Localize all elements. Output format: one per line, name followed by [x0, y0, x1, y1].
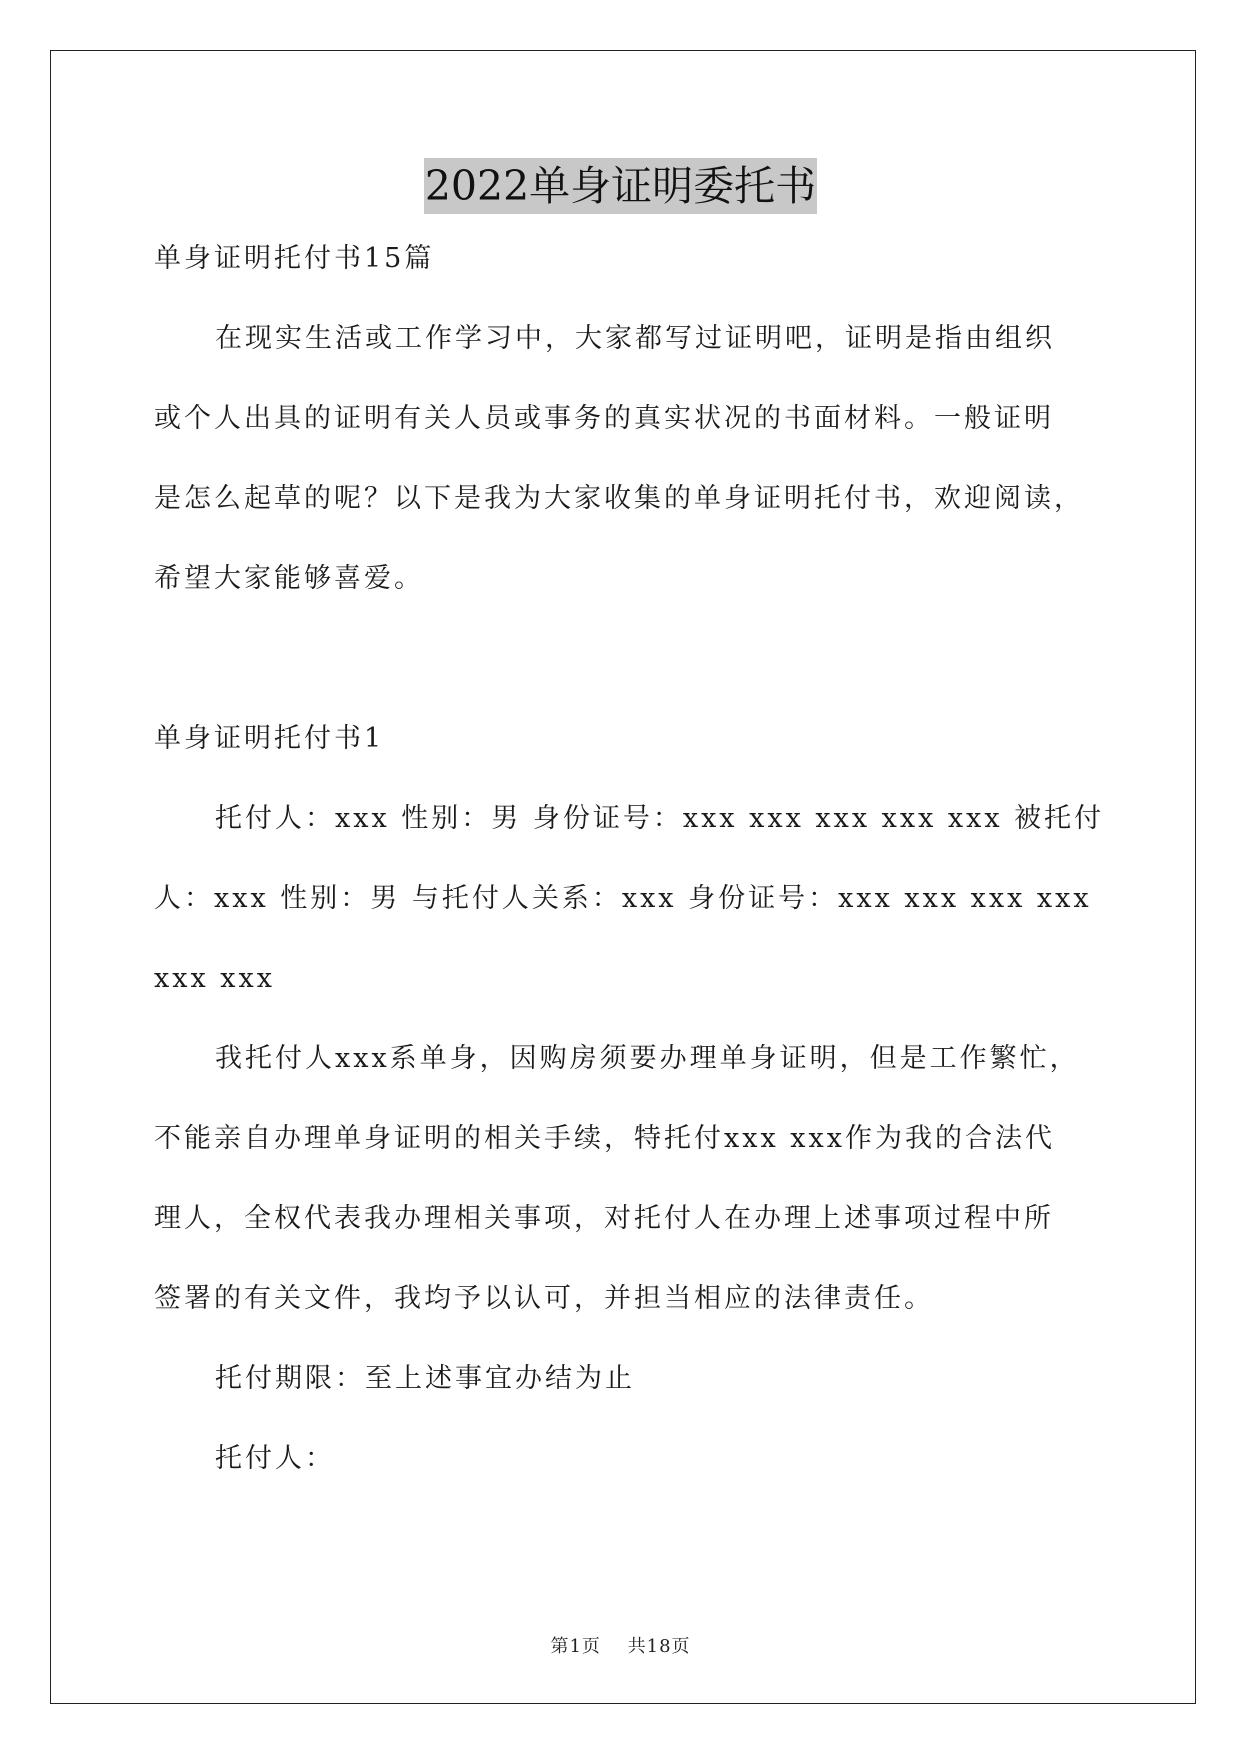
- intro-line: 是怎么起草的呢？以下是我为大家收集的单身证明托付书，欢迎阅读，: [154, 483, 1084, 514]
- spacer: [154, 632, 1098, 712]
- body-line: xxx xxx: [154, 963, 275, 994]
- intro-line: 或个人出具的证明有关人员或事务的真实状况的书面材料。一般证明: [154, 403, 1054, 434]
- intro-line: 在现实生活或工作学习中，大家都写过证明吧，证明是指由组织: [215, 323, 1055, 354]
- body-line: 签署的有关文件，我均予以认可，并担当相应的法律责任。: [154, 1283, 934, 1314]
- body-line: 托付人：xxx 性别：男 身份证号：xxx xxx xxx xxx xxx 被托付: [215, 803, 1105, 834]
- document-body: [154, 232, 1105, 1512]
- body-line: 不能亲自办理单身证明的相关手续，特托付xxx xxx作为我的合法代: [154, 1123, 1055, 1154]
- document-title: 2022单身证明委托书: [424, 158, 817, 214]
- body-line: 人：xxx 性别：男 与托付人关系：xxx 身份证号：xxx xxx xxx xxx: [154, 883, 1092, 914]
- page-number: 第1页: [550, 1636, 601, 1657]
- body-line: 理人，全权代表我办理相关事项，对托付人在办理上述事项过程中所: [154, 1203, 1054, 1234]
- body-line: 我托付人xxx系单身，因购房须要办理单身证明，但是工作繁忙，: [215, 1043, 1080, 1074]
- section-heading: 单身证明托付书1: [154, 723, 385, 754]
- page-total: 共18页: [627, 1636, 691, 1657]
- page-footer: [0, 1632, 1241, 1658]
- term-line: 托付期限：至上述事宜办结为止: [215, 1363, 635, 1394]
- signature-line: 托付人：: [215, 1443, 335, 1474]
- intro-line: 希望大家能够喜爱。: [154, 563, 424, 594]
- subtitle: 单身证明托付书15篇: [154, 243, 435, 274]
- title-container: [0, 158, 1241, 214]
